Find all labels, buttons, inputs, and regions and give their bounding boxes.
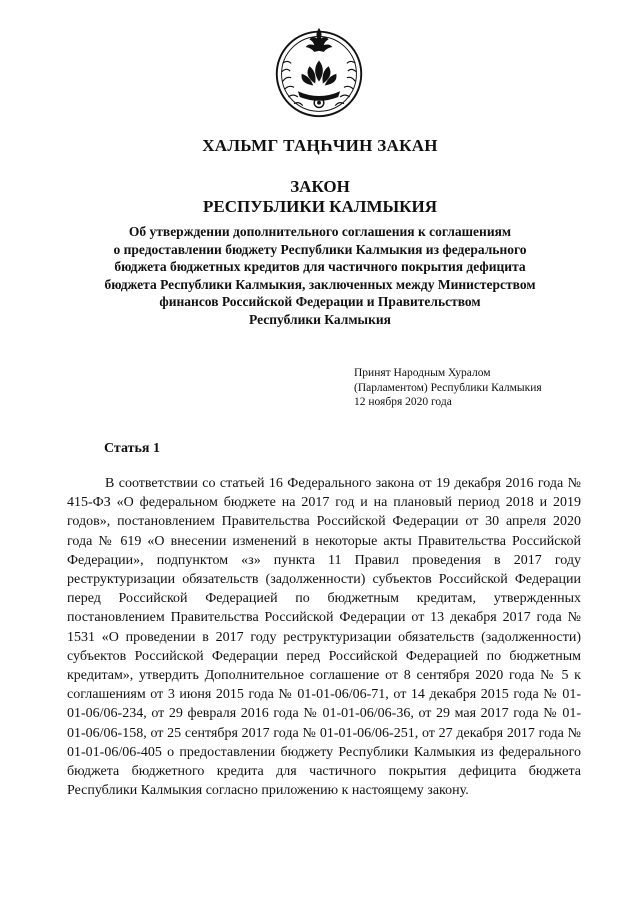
subtitle-line: бюджета бюджетных кредитов для частичного покрытия дефицита — [114, 259, 526, 275]
subtitle-line: бюджета Республики Калмыкия, заключенных между Министерством — [104, 276, 536, 292]
subtitle-line: Об утверждении дополнительного соглашения к соглашениям — [128, 224, 512, 239]
adoption-note-line: Принят Народным Хуралом — [354, 367, 491, 379]
adoption-note — [354, 366, 542, 410]
adoption-date: 12 ноября 2020 года — [354, 396, 452, 408]
subtitle-line: Республики Калмыкия — [249, 311, 391, 327]
law-title-kalmyk: ХАЛЬМГ ТАҢҺЧИН ЗАКАН — [202, 136, 438, 155]
article-heading: Статья 1 — [104, 441, 160, 456]
article-body: В соответствии со статьей 16 Федерального закона от 19 декабря 2016 года № 415-ФЗ «О федеральном бюджете на 2017 год и на плановый период 2018 и 2019 годов», постановлением Правительства Российской Федерации от 30 апреля 2020 года № 619 «О внесении изменений в некоторые акты Правительства Российской Федерации», подпунктом «з» пункта 11 Правил проведения в 2017 году реструктуризации обязательств (задолженности) субъектов Российской Федерации перед Российской Федерацией по бюджетным кредитам, утвержденных постановлением Правительства Российской Федерации от 13 декабря 2017 года № 1531 «О проведении в 2017 году реструктуризации обязательств (задолженности) субъектов Российской Федерации перед Российской Федерацией по бюджетным кредитам», утвердить Дополнительное соглашение от 8 сентября 2020 года № 5 к соглашениям от 3 июня 2015 года № 01-01-06/06-71, от 14 декабря 2015 года № 01-01-06/06-234, от 29 февраля 2016 года № 01-01-06/06-36, от 29 мая 2017 года № 01-01-06/06-158, от 25 сентября 2017 года № 01-01-06/06-251, от 27 декабря 2017 года № 01-01-06/06-405 о предоставлении бюджету Республики Калмыкия из федерального бюджета бюджетного кредита для частичного покрытия дефицита бюджета Республики Калмыкия согласно приложению к настоящему закону. — [67, 476, 581, 799]
adoption-note-line: (Парламентом) Республики Калмыкия — [354, 381, 542, 394]
law-title-line-2: РЕСПУБЛИКИ КАЛМЫКИЯ — [202, 197, 438, 216]
subtitle-line: о предоставлении бюджету Республики Калмыкия из федерального — [113, 241, 527, 257]
law-subtitle — [70, 223, 570, 329]
law-title-line-1: ЗАКОН — [290, 177, 350, 196]
coat-of-arms-emblem-icon — [271, 24, 367, 120]
law-title — [0, 177, 640, 217]
subtitle-line: финансов Российской Федерации и Правительством — [159, 294, 481, 310]
